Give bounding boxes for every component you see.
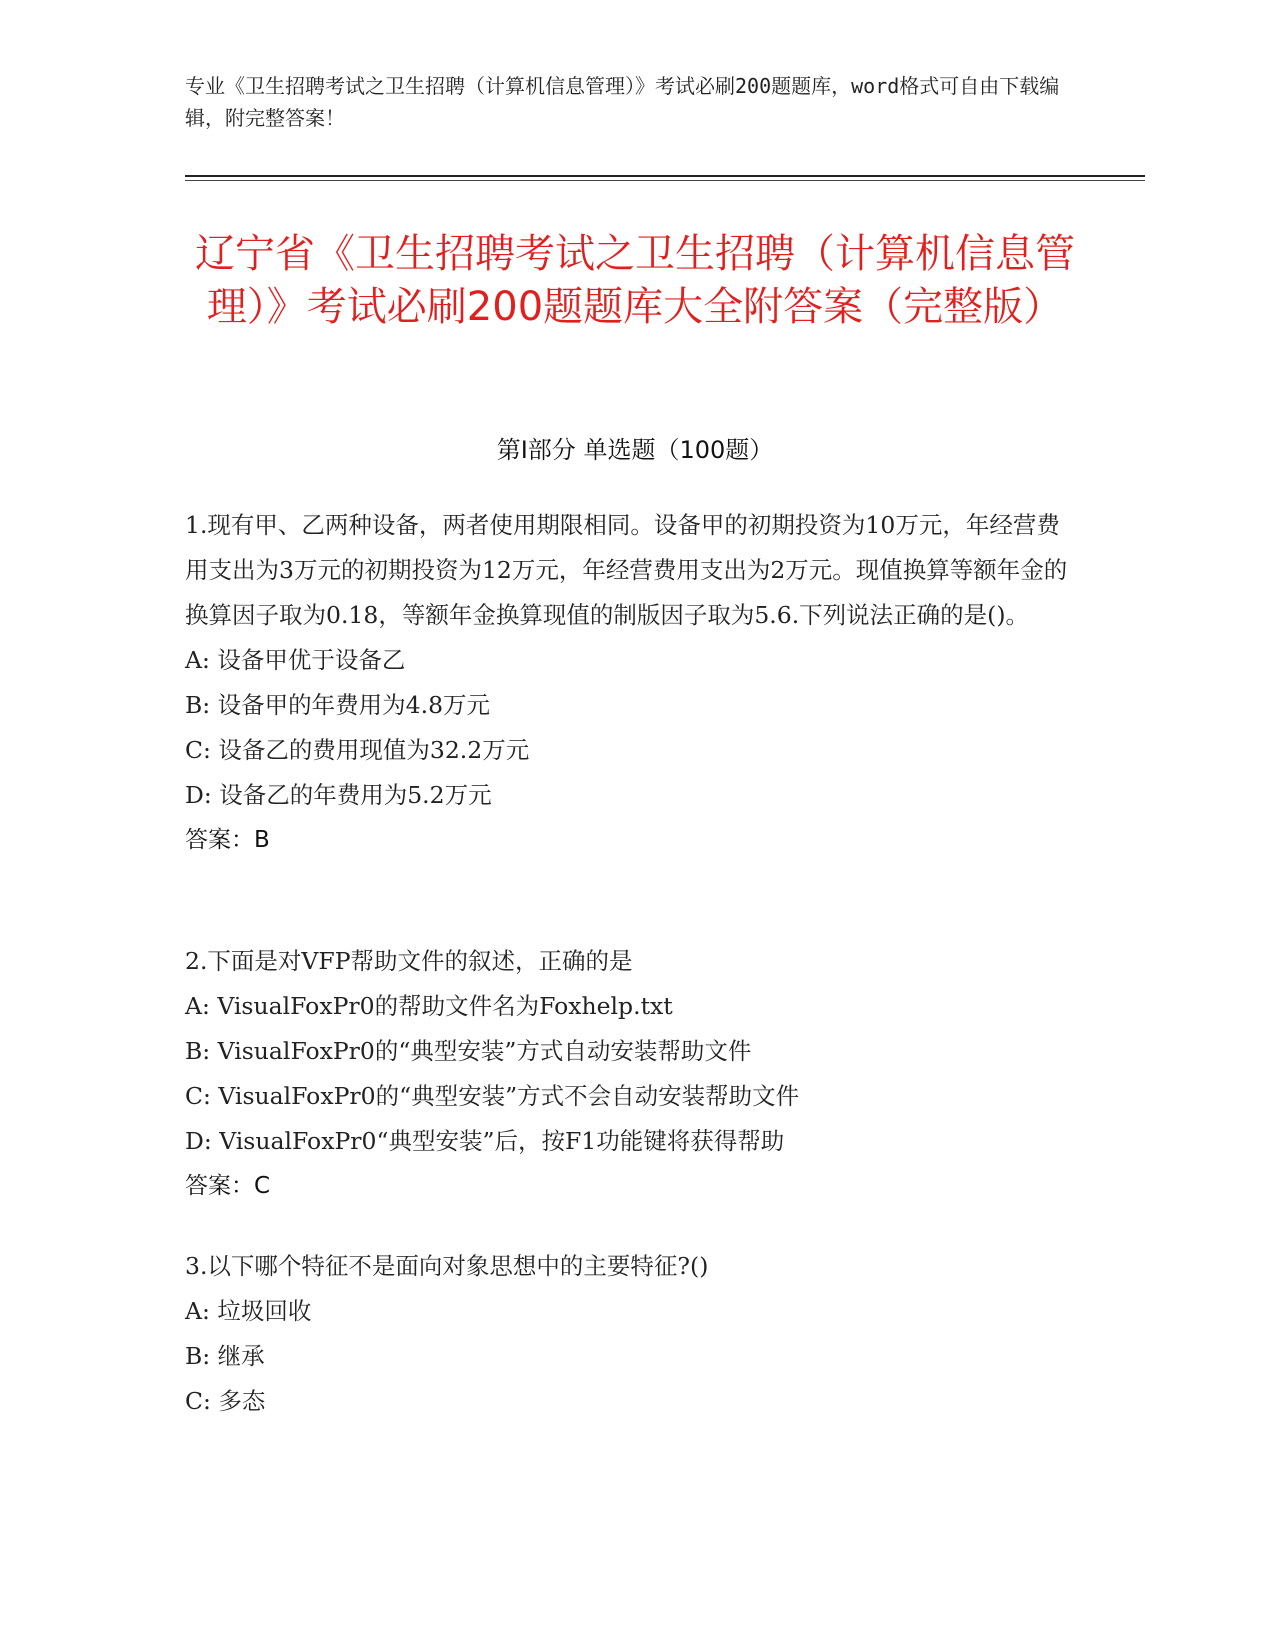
- option-a: A: VisualFoxPr0的帮助文件名为Foxhelp.txt: [185, 992, 673, 1020]
- option-b: B: 继承: [185, 1342, 265, 1370]
- option-c: C: 多态: [185, 1387, 266, 1415]
- question-2: [185, 939, 1070, 1209]
- question-text: 2.下面是对VFP帮助文件的叙述，正确的是: [185, 947, 633, 975]
- option-c: C: VisualFoxPr0的“典型安装”方式不会自动安装帮助文件: [185, 1082, 800, 1110]
- header-note: 专业《卫生招聘考试之卫生招聘（计算机信息管理）》考试必刷200题题库，word格式可自由下载编辑，附完整答案！: [185, 74, 1060, 130]
- question-3: [185, 1244, 1070, 1424]
- answer: 答案：C: [185, 1173, 271, 1199]
- option-d: D: 设备乙的年费用为5.2万元: [185, 781, 492, 809]
- header-divider: [185, 175, 1145, 177]
- header-divider-thin: [185, 180, 1145, 181]
- option-b: B: VisualFoxPr0的“典型安装”方式自动安装帮助文件: [185, 1037, 752, 1065]
- question-text: 1.现有甲、乙两种设备，两者使用期限相同。设备甲的初期投资为10万元，年经营费用支出为3万元的初期投资为12万元，年经营费用支出为2万元。现值换算等额年金的换算因子取为0.18，等额年金换算现值的制版因子取为5.6.下列说法正确的是()。: [185, 511, 1068, 629]
- section-heading: 第Ⅰ部分 单选题（100题）: [496, 436, 774, 464]
- question-1: [185, 503, 1070, 863]
- question-text: 3.以下哪个特征不是面向对象思想中的主要特征?(): [185, 1252, 709, 1280]
- document-title: 辽宁省《卫生招聘考试之卫生招聘（计算机信息管理）》考试必刷200题题库大全附答案（完整版）: [195, 231, 1075, 330]
- option-b: B: 设备甲的年费用为4.8万元: [185, 691, 491, 719]
- option-d: D: VisualFoxPr0“典型安装”后，按F1功能键将获得帮助: [185, 1127, 785, 1155]
- option-a: A: 垃圾回收: [185, 1297, 312, 1325]
- answer: 答案：B: [185, 827, 270, 853]
- option-c: C: 设备乙的费用现值为32.2万元: [185, 736, 530, 764]
- option-a: A: 设备甲优于设备乙: [185, 646, 406, 674]
